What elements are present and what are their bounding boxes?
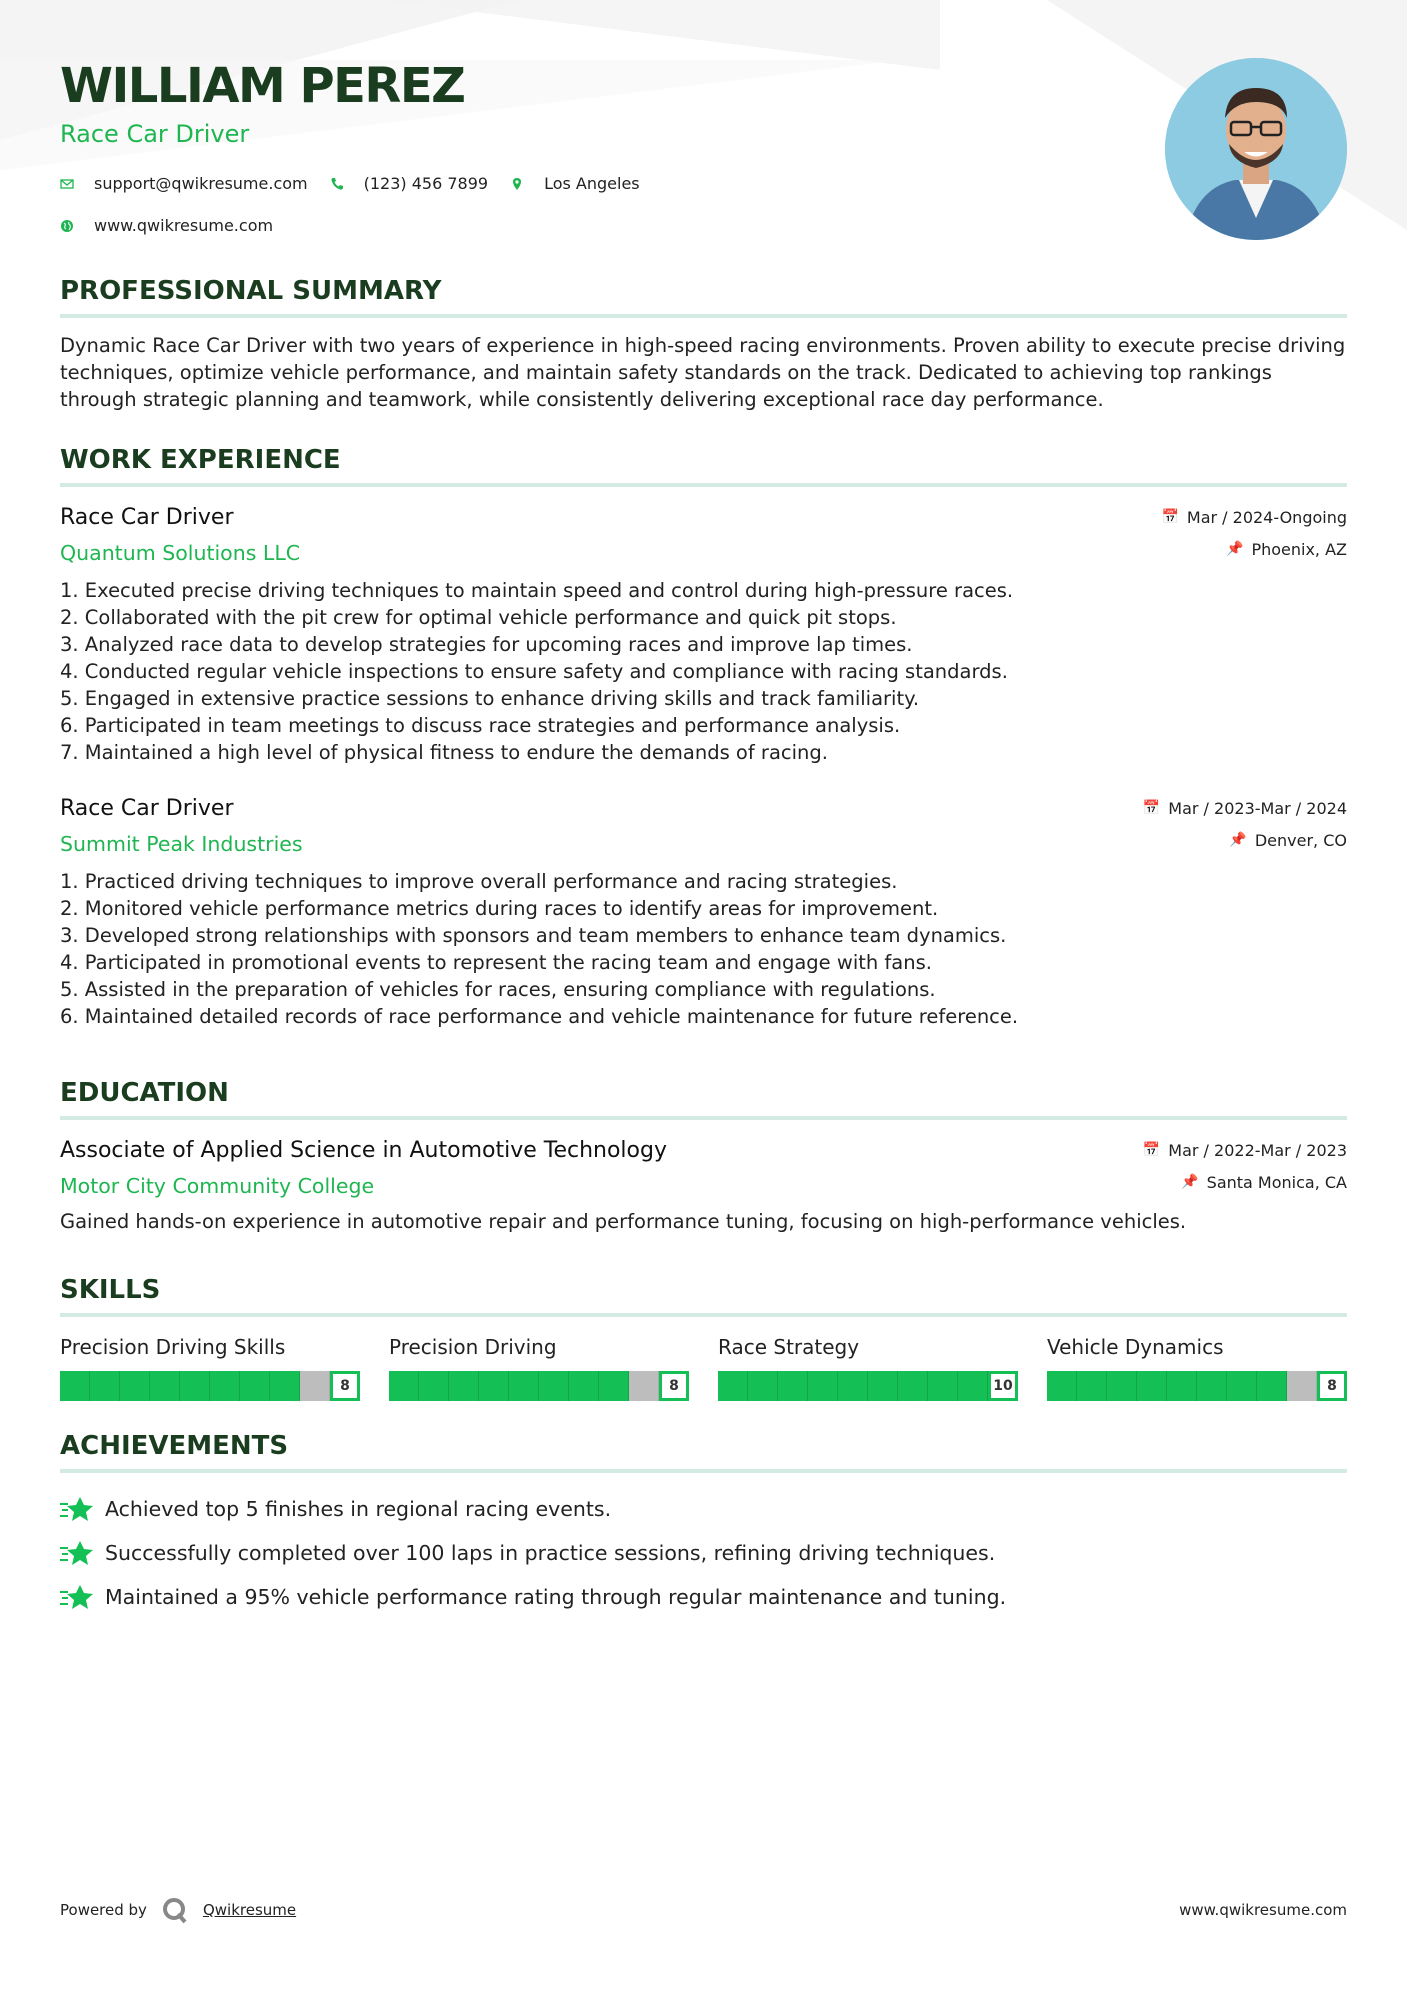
education-heading: EDUCATION	[60, 1078, 229, 1108]
contact-row	[60, 174, 662, 193]
calendar-icon: 📅	[1142, 1142, 1161, 1158]
skill-segment	[1047, 1371, 1077, 1401]
edu-description: Gained hands-on experience in automotive repair and performance tuning, focusing on high-performance vehicles.	[60, 1210, 1187, 1233]
skill-segment	[60, 1371, 90, 1401]
skill-item	[389, 1331, 689, 1401]
work-heading: WORK EXPERIENCE	[60, 445, 341, 475]
edu-degree: Associate of Applied Science in Automotive Technology	[60, 1138, 667, 1163]
list-item: 4. Conducted regular vehicle inspections to ensure safety and compliance with racing standards.	[60, 660, 1008, 683]
list-item: 2. Monitored vehicle performance metrics during races to identify areas for improvement.	[60, 897, 939, 920]
skill-segment	[120, 1371, 150, 1401]
list-item: 3. Analyzed race data to develop strategies for upcoming races and improve lap times.	[60, 633, 913, 656]
job-entry	[60, 501, 1347, 766]
star-icon	[60, 1582, 94, 1612]
location-text: Los Angeles	[544, 174, 640, 193]
website-text: www.qwikresume.com	[94, 216, 274, 235]
page-footer	[60, 1896, 1347, 1924]
star-icon	[60, 1494, 94, 1524]
section-divider	[60, 483, 1347, 487]
edu-dates: Mar / 2022-Mar / 2023	[1168, 1140, 1347, 1160]
achievement-text: Successfully completed over 100 laps in practice sessions, refining driving techniques.	[105, 1541, 996, 1565]
skill-bar	[718, 1371, 1018, 1401]
powered-by-label: Powered by	[60, 1901, 147, 1919]
pushpin-icon: 📌	[1181, 1174, 1199, 1190]
skill-segment	[90, 1371, 120, 1401]
list-item: 5. Engaged in extensive practice sessions to enhance driving skills and track familiarity.	[60, 687, 920, 710]
footer-website[interactable]: www.qwikresume.com	[1179, 1901, 1347, 1919]
candidate-title: Race Car Driver	[60, 120, 250, 148]
achievements-section	[60, 1431, 1347, 1619]
section-divider	[60, 1116, 1347, 1120]
list-item	[60, 1575, 1347, 1619]
achievement-text: Maintained a 95% vehicle performance rating through regular maintenance and tuning.	[105, 1585, 1007, 1609]
skill-segment	[449, 1371, 479, 1401]
job-location: Denver, CO	[1254, 830, 1347, 850]
list-item: 3. Developed strong relationships with sponsors and team members to enhance team dynamics.	[60, 924, 1007, 947]
skill-segment	[180, 1371, 210, 1401]
skills-list	[60, 1331, 1347, 1401]
edu-location: Santa Monica, CA	[1206, 1172, 1347, 1192]
skill-segment	[898, 1371, 928, 1401]
achievements-heading: ACHIEVEMENTS	[60, 1431, 289, 1461]
star-icon	[60, 1538, 94, 1568]
skill-segment	[868, 1371, 898, 1401]
section-divider	[60, 314, 1347, 318]
phone-icon	[330, 177, 344, 191]
edu-school: Motor City Community College	[60, 1174, 375, 1198]
contact-row-2	[60, 216, 295, 235]
calendar-icon: 📅	[1161, 509, 1179, 525]
job-bullets	[60, 577, 1347, 766]
list-item	[60, 1531, 1347, 1575]
pushpin-icon: 📌	[1226, 541, 1244, 557]
job-role: Race Car Driver	[60, 796, 234, 821]
skill-bar	[389, 1371, 689, 1401]
section-divider	[60, 1313, 1347, 1317]
skill-segment	[1137, 1371, 1167, 1401]
education-section	[60, 1078, 1347, 1235]
skill-name: Race Strategy	[718, 1335, 860, 1359]
skill-segment	[210, 1371, 240, 1401]
skill-segment	[150, 1371, 180, 1401]
job-dates: Mar / 2024-Ongoing	[1186, 507, 1347, 527]
skill-segment	[1287, 1371, 1317, 1401]
skill-segment	[1167, 1371, 1197, 1401]
skill-segment	[389, 1371, 419, 1401]
skills-heading: SKILLS	[60, 1275, 161, 1305]
list-item	[60, 1487, 1347, 1531]
brand-link[interactable]: Qwikresume	[202, 1901, 297, 1919]
skill-score: 10	[988, 1371, 1018, 1401]
email-text: support@qwikresume.com	[94, 174, 308, 193]
skill-score: 8	[659, 1371, 689, 1401]
skill-segment	[509, 1371, 539, 1401]
skill-segment	[300, 1371, 330, 1401]
job-bullets	[60, 868, 1347, 1030]
skill-segment	[419, 1371, 449, 1401]
job-dates: Mar / 2023-Mar / 2024	[1168, 798, 1347, 818]
skill-name: Precision Driving	[389, 1335, 557, 1359]
skill-segment	[240, 1371, 270, 1401]
job-company: Quantum Solutions LLC	[60, 541, 301, 565]
map-pin-icon	[510, 177, 524, 191]
skill-segment	[1077, 1371, 1107, 1401]
skill-segment	[569, 1371, 599, 1401]
list-item: 1. Practiced driving techniques to improve overall performance and racing strategies.	[60, 870, 898, 893]
list-item: 4. Participated in promotional events to represent the racing team and engage with fans.	[60, 951, 932, 974]
skill-segment	[479, 1371, 509, 1401]
skill-segment	[778, 1371, 808, 1401]
globe-icon	[60, 219, 74, 233]
list-item: 5. Assisted in the preparation of vehicles for races, ensuring compliance with regulations.	[60, 978, 936, 1001]
summary-section	[60, 276, 1347, 413]
section-divider	[60, 1469, 1347, 1473]
skill-item	[1047, 1331, 1347, 1401]
phone-text: (123) 456 7899	[363, 174, 489, 193]
qwikresume-logo-icon	[161, 1896, 189, 1924]
candidate-name: WILLIAM PEREZ	[60, 58, 465, 114]
skill-bar	[60, 1371, 360, 1401]
job-location: Phoenix, AZ	[1251, 539, 1347, 559]
skill-segment	[1107, 1371, 1137, 1401]
contact-website[interactable]	[60, 216, 273, 235]
skill-score: 8	[1317, 1371, 1347, 1401]
skill-item	[718, 1331, 1018, 1401]
skill-bar	[1047, 1371, 1347, 1401]
job-role: Race Car Driver	[60, 505, 234, 530]
profile-photo	[1165, 58, 1347, 240]
skill-segment	[599, 1371, 629, 1401]
skill-segment	[748, 1371, 778, 1401]
skill-segment	[539, 1371, 569, 1401]
skill-segment	[928, 1371, 958, 1401]
work-section	[60, 445, 1347, 1030]
skill-segment	[629, 1371, 659, 1401]
resume-header	[60, 0, 1347, 260]
list-item: 2. Collaborated with the pit crew for optimal vehicle performance and quick pit stops.	[60, 606, 897, 629]
skill-segment	[958, 1371, 988, 1401]
skill-segment	[1197, 1371, 1227, 1401]
summary-heading: PROFESSIONAL SUMMARY	[60, 276, 442, 306]
envelope-icon	[60, 177, 74, 191]
avatar	[1165, 58, 1347, 240]
contact-email[interactable]	[60, 174, 308, 193]
skill-item	[60, 1331, 360, 1401]
skill-score: 8	[330, 1371, 360, 1401]
skill-name: Precision Driving Skills	[60, 1335, 286, 1359]
list-item: 1. Executed precise driving techniques to maintain speed and control during high-pressure races.	[60, 579, 1014, 602]
contact-location	[510, 174, 640, 193]
job-entry	[60, 792, 1347, 1030]
skill-segment	[808, 1371, 838, 1401]
calendar-icon: 📅	[1142, 800, 1161, 816]
skill-name: Vehicle Dynamics	[1047, 1335, 1224, 1359]
skill-segment	[1257, 1371, 1287, 1401]
skill-segment	[838, 1371, 868, 1401]
list-item: 6. Participated in team meetings to discuss race strategies and performance analysis.	[60, 714, 901, 737]
skills-section	[60, 1275, 1347, 1401]
achievement-text: Achieved top 5 finishes in regional racing events.	[105, 1497, 612, 1521]
list-item: 7. Maintained a high level of physical fitness to endure the demands of racing.	[60, 741, 828, 764]
contact-phone[interactable]	[330, 174, 488, 193]
achievements-list	[60, 1487, 1347, 1619]
pushpin-icon: 📌	[1229, 832, 1247, 848]
job-company: Summit Peak Industries	[60, 832, 303, 856]
list-item: 6. Maintained detailed records of race performance and vehicle maintenance for future reference.	[60, 1005, 1019, 1028]
skill-segment	[1227, 1371, 1257, 1401]
skill-segment	[270, 1371, 300, 1401]
summary-text: Dynamic Race Car Driver with two years of experience in high-speed racing environments. Proven ability to execute precise driving techniques, optimize vehicle performance, and maintain safety standards on the track. Dedicated to achieving top rankings through strategic planning and teamwork, while consistently delivering exceptional race day performance.	[60, 334, 1346, 411]
skill-segment	[718, 1371, 748, 1401]
